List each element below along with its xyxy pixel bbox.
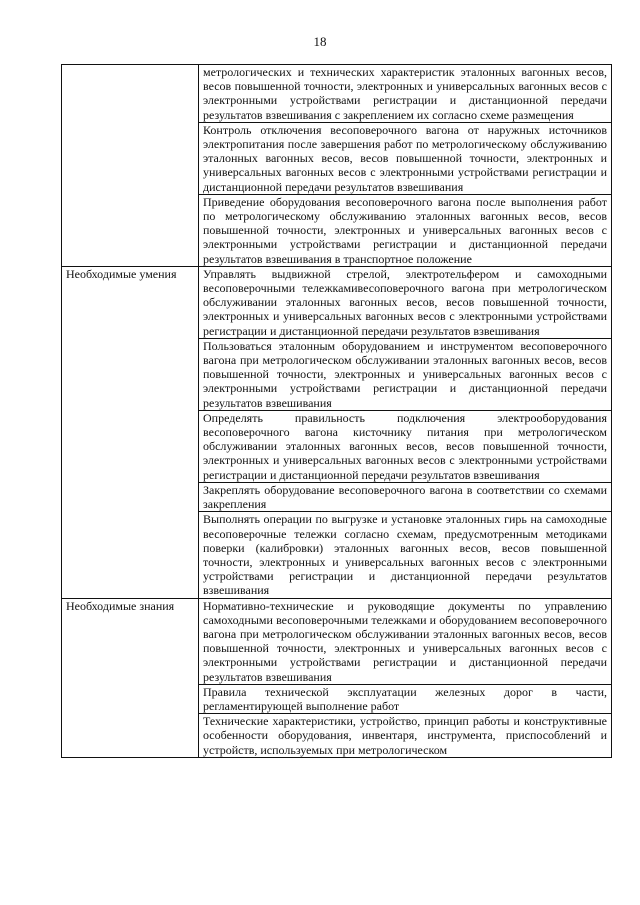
table-row [62, 65, 612, 123]
row-text: Управлять выдвижной стрелой, электротельфером и самоходными весоповерочными тележкамивесоповерочного вагона при метрологическом обслуживании эталонных вагонных весов, весов повышенной точности, электронных и универсальных вагонных весов с электронными устройствами регистрации и дистанционной передачи результатов взвешивания [199, 266, 612, 338]
row-text: Приведение оборудования весоповерочного вагона после выполнения работ по метрологическому обслуживанию эталонных вагонных весов, весов повышенной точности, электронных и универсальных вагонных весов с электронными устройствами регистрации и дистанционной передачи результатов взвешивания в транспортное положение [199, 194, 612, 266]
table-row [62, 598, 612, 684]
table-row [62, 266, 612, 338]
row-text: Нормативно-технические и руководящие документы по управлению самоходными весоповерочными тележками и оборудованием весоповерочного вагона при метрологическом обслуживании эталонных вагонных весов, весов повышенной точности, электронных и универсальных вагонных весов с электронными устройствами регистрации и дистанционной передачи результатов взвешивания [199, 598, 612, 684]
row-label-skills: Необходимые умения [62, 266, 199, 598]
row-text: Пользоваться эталонным оборудованием и инструментом весоповерочного вагона при метрологическом обслуживании эталонных вагонных весов, весов повышенной точности, электронных и универсальных вагонных весов с электронными устройствами регистрации и дистанционной передачи результатов взвешивания [199, 338, 612, 410]
row-text: Контроль отключения весоповерочного вагона от наружных источников электропитания после завершения работ по метрологическому обслуживанию эталонных вагонных весов, весов повышенной точности, электронных и универсальных вагонных весов с электронными устройствами регистрации и дистанционной передачи результатов взвешивания [199, 122, 612, 194]
row-text: Технические характеристики, устройство, принцип работы и конструктивные особенности оборудования, инвентаря, инструмента, приспособлений и устройств, используемых при метрологическом [199, 714, 612, 758]
row-text: Правила технической эксплуатации железных дорог в части, регламентирующей выполнение работ [199, 684, 612, 713]
row-label [62, 65, 199, 267]
page-number: 18 [313, 34, 327, 49]
row-label-knowledge: Необходимые знания [62, 598, 199, 757]
row-text: Выполнять операции по выгрузке и установке эталонных гирь на самоходные весоповерочные тележки согласно схемам, предусмотренным методиками поверки (калибровки) эталонных вагонных весов, весов повышенной точности, электронных и универсальных вагонных весов с электронными устройствами регистрации и дистанционной передачи результатов взвешивания [199, 512, 612, 598]
row-text: Определять правильность подключения электрооборудования весоповерочного вагона кисточнику питания при метрологическом обслуживании эталонных вагонных весов, весов повышенной точности, электронных и универсальных вагонных весов с электронными устройствами регистрации и дистанционной передачи результатов взвешивания [199, 410, 612, 482]
competency-table [61, 64, 612, 758]
row-text: Закреплять оборудование весоповерочного вагона в соответствии со схемами закрепления [199, 482, 612, 511]
row-text: метрологических и технических характеристик эталонных вагонных весов, весов повышенной точности, электронных и универсальных вагонных весов с электронными устройствами регистрации и дистанционной передачи результатов взвешивания с закреплением их согласно схеме размещения [199, 65, 612, 123]
